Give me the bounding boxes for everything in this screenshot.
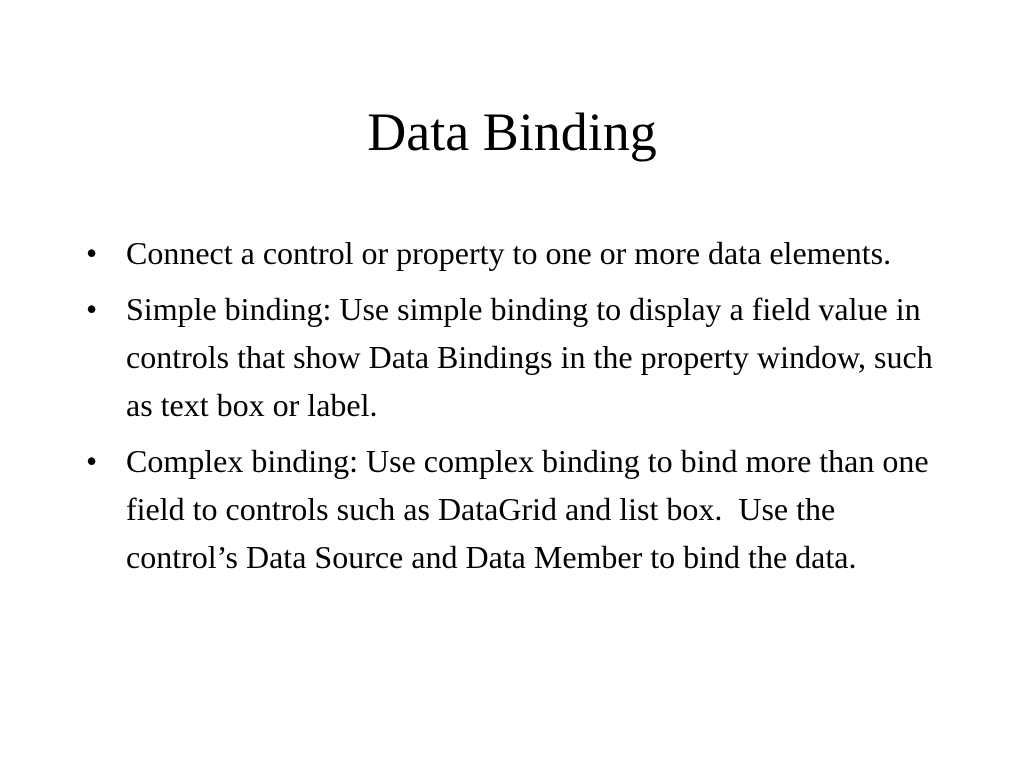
bullet-item-complex-binding xyxy=(84,437,944,581)
bullet-marker: • xyxy=(86,443,98,479)
slide-title: Data Binding xyxy=(367,102,657,162)
bullet-text: Simple binding: Use simple binding to display a field value in controls that show Data Bindings in the property window, such as text box or label. xyxy=(126,291,933,423)
bullet-text: Connect a control or property to one or more data elements. xyxy=(126,235,892,271)
bullet-list xyxy=(84,229,944,589)
bullet-item-simple-binding xyxy=(84,285,944,429)
bullet-marker: • xyxy=(86,235,98,271)
bullet-marker: • xyxy=(86,291,98,327)
bullet-text: Complex binding: Use complex binding to bind more than one field to controls such as DataGrid and list box. Use the control’s Data Source and Data Member to bind the data. xyxy=(126,443,937,575)
bullet-item-connect xyxy=(84,229,944,277)
